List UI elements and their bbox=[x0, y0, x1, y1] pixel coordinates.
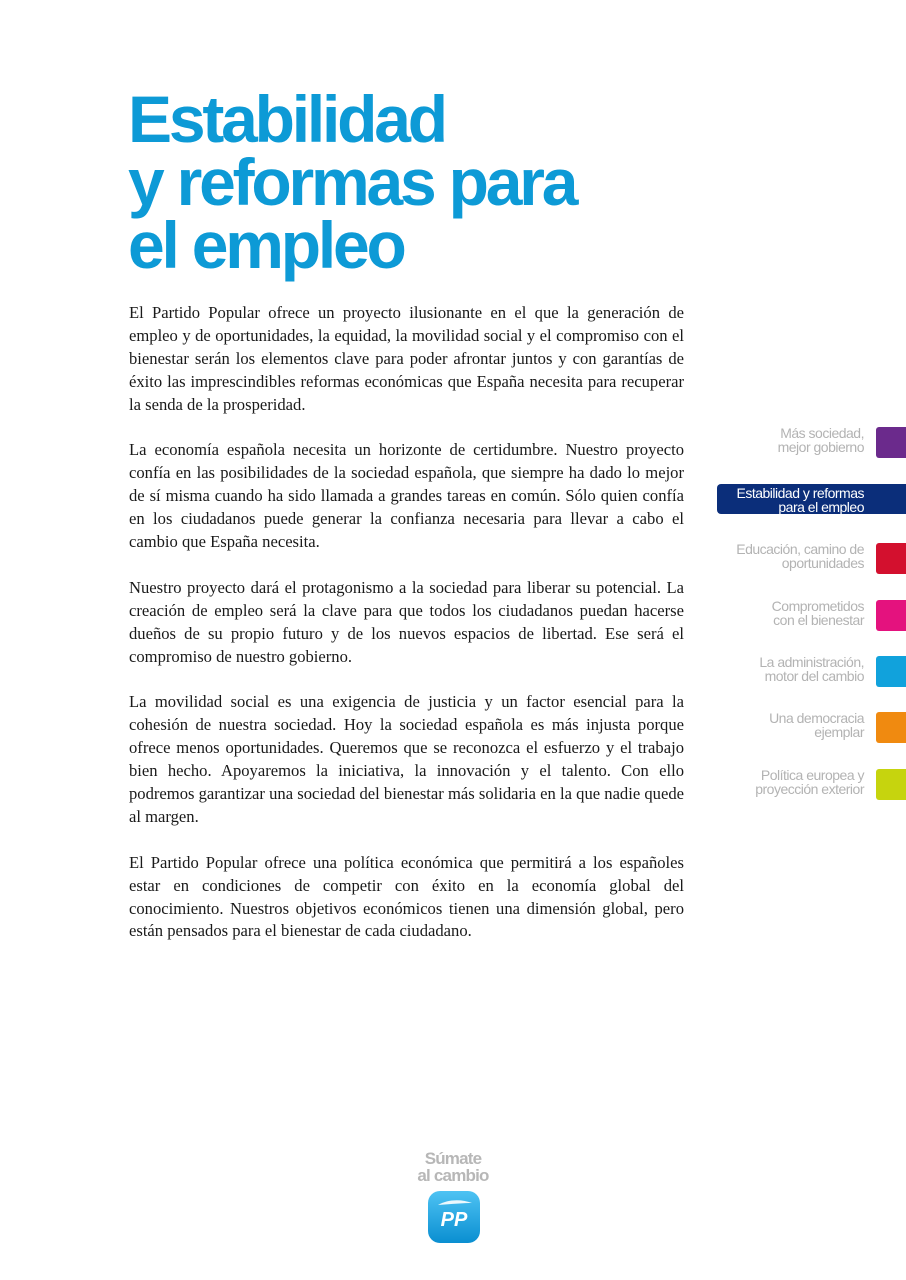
title-line-2: y reformas para bbox=[128, 145, 576, 219]
nav-item-label bbox=[694, 599, 864, 627]
nav-label-line-2: proyección exterior bbox=[755, 781, 864, 797]
nav-label-line-2: para el empleo bbox=[778, 499, 864, 515]
nav-color-swatch bbox=[876, 769, 906, 800]
nav-item-label bbox=[694, 426, 864, 454]
nav-color-swatch bbox=[876, 427, 906, 458]
pp-logo-icon bbox=[428, 1191, 480, 1243]
logo-swoosh bbox=[438, 1200, 472, 1205]
nav-label-line-1: Educación, camino de bbox=[736, 541, 864, 557]
nav-item-label bbox=[694, 486, 864, 514]
paragraph: La economía española necesita un horizonte de certidumbre. Nuestro proyecto confía en las posibilidades de la sociedad española, que siempre ha dado lo mejor de sí misma cuando ha sido llamada a grandes tareas en común. Sólo quien confía en los ciudadanos puede generar la confianza necesaria para llevar a cabo el cambio que España necesita. bbox=[129, 440, 684, 552]
nav-item-comprometidos[interactable] bbox=[700, 597, 906, 631]
nav-label-line-2: mejor gobierno bbox=[777, 439, 864, 455]
slogan-line-1: Súmate bbox=[424, 1149, 482, 1168]
nav-item-administracion[interactable] bbox=[700, 653, 906, 687]
nav-label-line-2: oportunidades bbox=[781, 555, 864, 571]
nav-item-estabilidad[interactable] bbox=[700, 484, 906, 518]
page-title bbox=[128, 82, 688, 282]
paragraph: La movilidad social es una exigencia de justicia y un factor esencial para la cohesión de nuestra sociedad. Hoy la sociedad española es más injusta porque ofrece menos oportunidades. Queremos que se reconozca el esfuerzo y el trabajo bien hecho. Apoyaremos la iniciativa, la innovación y el talento. Con ello podremos garantizar una sociedad del bienestar más solidaria en la que nadie quede al margen. bbox=[129, 692, 684, 826]
nav-color-swatch bbox=[876, 600, 906, 631]
title-line-1: Estabilidad bbox=[128, 82, 445, 156]
nav-item-label bbox=[694, 542, 864, 570]
nav-label-line-1: Política europea y bbox=[760, 767, 864, 783]
paragraph: Nuestro proyecto dará el protagonismo a la sociedad para liberar su potencial. La creación de empleo será la clave para que todos los ciudadanos puedan hacerse dueños de su propio futuro y de los nuevos espacios de libertad. Ese será el compromiso de nuestro gobierno. bbox=[129, 577, 684, 666]
body-text bbox=[129, 302, 684, 966]
nav-label-line-1: Más sociedad, bbox=[780, 425, 864, 441]
logo-text: PP bbox=[440, 1209, 468, 1231]
nav-label-line-1: Una democracia bbox=[769, 710, 864, 726]
nav-label-line-1: Comprometidos bbox=[771, 598, 864, 614]
nav-item-democracia[interactable] bbox=[700, 709, 906, 743]
nav-item-label bbox=[694, 768, 864, 796]
paragraph: El Partido Popular ofrece una política económica que permitirá a los españoles estar en condiciones de competir con éxito en la economía global del conocimiento. Nuestros objetivos económicos tienen una dimensión global, pero están pensados para el bienestar de cada ciudadano. bbox=[129, 852, 684, 941]
nav-item-label bbox=[694, 655, 864, 683]
nav-label-line-1: La administración, bbox=[759, 654, 864, 670]
pp-logo bbox=[428, 1191, 480, 1243]
nav-color-swatch bbox=[876, 543, 906, 574]
nav-color-swatch bbox=[876, 656, 906, 687]
nav-label-line-2: motor del cambio bbox=[764, 668, 864, 684]
slogan-line-2: al cambio bbox=[417, 1166, 489, 1185]
nav-color-swatch bbox=[876, 712, 906, 743]
nav-label-line-2: con el bienestar bbox=[773, 612, 864, 628]
nav-item-educacion[interactable] bbox=[700, 540, 906, 574]
nav-item-label bbox=[694, 711, 864, 739]
nav-label-line-2: ejemplar bbox=[814, 724, 864, 740]
slogan bbox=[400, 1150, 506, 1184]
paragraph: El Partido Popular ofrece un proyecto ilusionante en el que la generación de empleo y de oportunidades, la equidad, la movilidad social y el compromiso con el bienestar serán los elementos clave para poder afrontar juntos y con garantías de éxito las imprescindibles reformas económicas que España necesita para recuperar la senda de la prosperidad. bbox=[129, 303, 684, 414]
title-line-3: el empleo bbox=[128, 208, 404, 282]
nav-item-mas-sociedad[interactable] bbox=[700, 424, 906, 458]
nav-item-politica-europea[interactable] bbox=[700, 766, 906, 800]
nav-label-line-1: Estabilidad y reformas bbox=[736, 485, 864, 501]
